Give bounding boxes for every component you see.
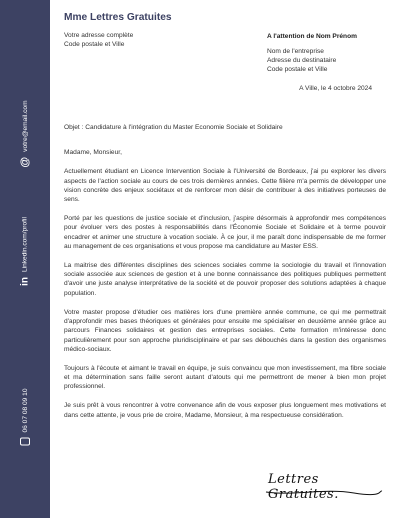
phone-text: 06 07 08 09 10 — [21, 388, 29, 433]
recipient-address: Adresse du destinataire — [267, 57, 337, 64]
linkedin-icon: in — [19, 277, 31, 286]
paragraph: Toujours à l'écoute et aimant le travail en équipe, je suis convaincu que mon investissement, ma fibre sociale et ma détermination sans faille seront autant d'atouts qui me permettront de mener à bien mon projet professionnel. — [64, 364, 386, 391]
sidebar-linkedin[interactable] — [20, 217, 31, 286]
paragraph: Votre master propose d'étudier ces matières lors d'une première année commune, ce qui me permettrait d'approfondir mes bases théoriques et générales pour ensuite me spécialiser en deuxième année grâce au parcours Finances solidaires et gestion des entreprises sociales. Cette formation m'intéresse donc particulièrement pour son approche pluridisciplinaire et par ses débouchés dans la gestion des organismes médico-sociaux. — [64, 308, 386, 353]
letter-date: A Ville, le 4 octobre 2024 — [299, 85, 372, 92]
sender-name: Mme Lettres Gratuites — [64, 12, 172, 23]
linkedin-text: Linkedin.com/profil — [21, 217, 29, 273]
paragraph: La maitrise des différentes disciplines des sciences sociales comme la sociologie du travail et l'innovation sociale associée aux sciences de gestion et à une bonne connaissance des politiques publiques permettent d'avoir une juste analyse interprétative de la société et de pouvoir proposer des solutions adaptées à chaque population. — [64, 261, 386, 297]
email-text: votre@email.com — [21, 100, 29, 152]
sidebar-email[interactable] — [19, 100, 31, 167]
paragraph: Actuellement étudiant en Licence Intervention Sociale à l'Université de Bordeaux, j'ai pu explorer les divers aspects de l'action sociale au cours de ces trois dernières années. Cette filière m'a permis de développer une vision concrète des enjeux sociétaux et de renforcer mon désir de contribuer à des initiatives porteuses de sens. — [64, 168, 386, 204]
sender-city: Code postale et Ville — [64, 41, 125, 48]
phone-icon — [20, 438, 30, 446]
signature-text: Lettres Gratuites. — [268, 472, 339, 502]
sender-address: Votre adresse complète — [64, 32, 134, 39]
sender-address-block — [64, 31, 133, 49]
sidebar — [0, 0, 50, 518]
paragraph: Je suis prêt à vous rencontrer à votre convenance afin de vous exposer plus longuement mes motivations et dans cette attente, je vous prie de croire, Madame, Monsieur, à ma respectueuse considération. — [64, 402, 386, 419]
sidebar-phone[interactable] — [20, 389, 30, 446]
signature-underline — [264, 484, 384, 498]
recipient-block — [267, 32, 357, 74]
recipient-city: Code postale et Ville — [267, 66, 328, 73]
letter-content — [64, 0, 394, 518]
recipient-company: Nom de l'entreprise — [267, 48, 324, 55]
at-icon: @ — [19, 156, 31, 168]
letter-subject: Objet : Candidature à l'intégration du Master Economie Sociale et Solidaire — [64, 124, 283, 131]
salutation: Madame, Monsieur, — [64, 149, 122, 156]
paragraph: Porté par les questions de justice sociale et d'inclusion, j'aspire désormais à approfondir mes compétences pour évoluer vers des postes à responsabilités dans l'Économie Sociale et Solidaire et à terme pouvoir encadrer et animer une structure à vocation sociale. À ce jour, il me paraît donc indispensable de me former au management de ces organisations et vous propose ma candidature au Master ESS. — [64, 215, 386, 250]
signature — [268, 472, 394, 502]
letter-body — [64, 148, 386, 429]
recipient-attention: A l'attention de Nom Prénom — [267, 33, 357, 40]
